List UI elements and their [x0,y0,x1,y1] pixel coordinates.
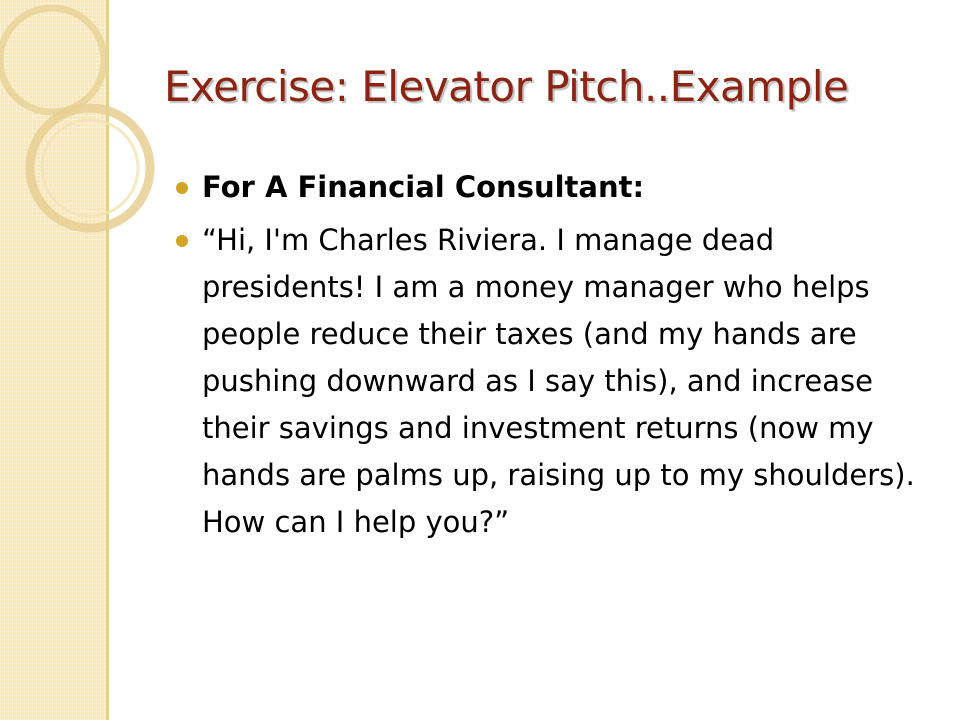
bullet-dot-icon [176,182,188,194]
bullet-text: For A Financial Consultant: [202,170,645,204]
slide-title: Exercise: Elevator Pitch..Example [164,62,849,111]
bullet-item-heading [176,164,936,211]
bullet-dot-icon [176,235,188,247]
bullet-item-pitch [176,217,936,546]
bullet-list [176,164,936,552]
bullet-text: “Hi, I'm Charles Riviera. I manage dead presidents! I am a money manager who helps people reduce their taxes (and my hands are pushing downward as I say this), and increase their savings and investment returns (now my hands are palms up, raising up to my shoulders). How can I help you?” [202,223,915,539]
